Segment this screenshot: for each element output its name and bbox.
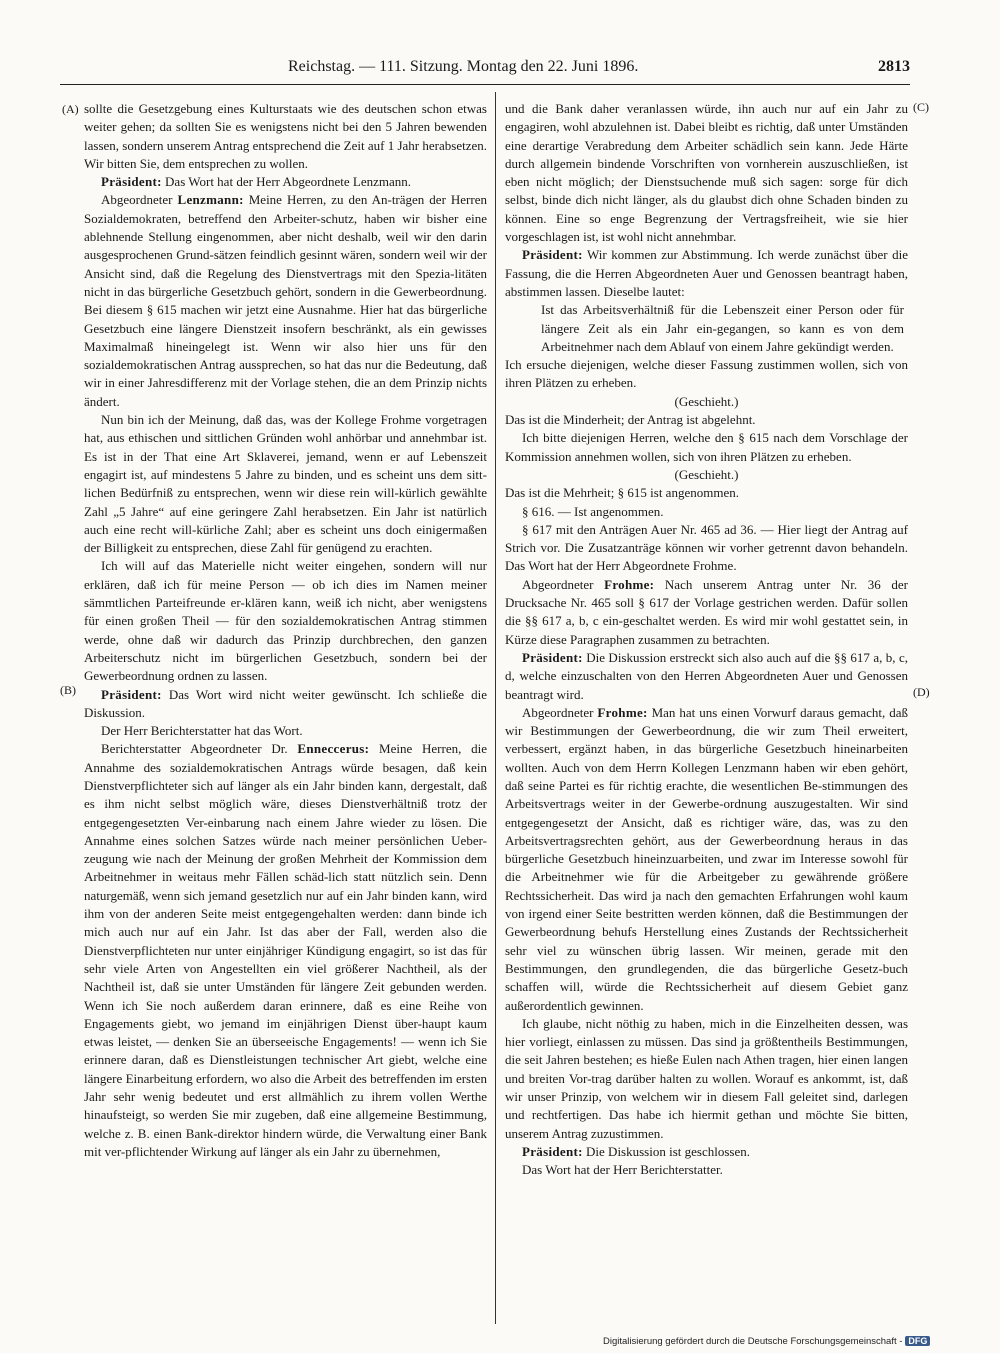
paragraph: Ich will auf das Materielle nicht weiter eingehen, sondern will nur erklären, daß ich für meine Person — ob ich dies im Namen meiner sämmtlichen Parteifreunde er-klären kann, weiß ich nicht, aber wenigstens für einen großen Theil — für den sozialdemokratischen Antrag stimmen werde, ohne daß wir dadurch das Prinzip durchbrechen, den ganzen Arbeiterschutz nicht im bürgerlichen Gesetzbuch, sondern bei der Gewerbeordnung ordnen zu lassen.	[84, 558, 487, 684]
credit-text: Digitalisierung gefördert durch die Deutsche Forschungsgemeinschaft -	[603, 1336, 903, 1347]
speaker-role: Abgeordneter	[522, 576, 605, 592]
page-number: 2813	[878, 58, 910, 75]
page-header	[60, 58, 910, 82]
digitization-credit	[603, 1336, 930, 1350]
paragraph-text: Meine Herren, die Annahme des sozialdemokratischen Antrags würde besagen, daß kein Dienstverpflichteter sich auf länger als ein Jahr binden kann, dergestalt, daß es ihm nicht selbst möglich wäre, dieses Dienstverhältniß trotz der entgegengesetzten Ver-einbarung nach einem Jahre wieder zu lösen. Die Annahme eines solchen Satzes würde nach meiner persönlichen Ueber-zeugung wie nach der Meinung der großen Mehrheit der Kommission dem Arbeitnehmer in weitaus mehr Fällen schäd-lich statt nützlich sein. Denn naturgemäß, wenn sich jemand gesetzlich nur auf ein Jahr binden kann, wird ihm von der anderen Seite meist entgegengehalten werden: dann binde ich mich auch nur auf ein Jahr. Ist das aber der Fall, werden also die Dienstverpflichteten nur unter einjähriger Kündigung engagirt, so ist das für sehr viele Arten von Angestellten ein viel größerer Nachtheil, als der Nachtheil ist, daß sie unter Umständen für längere Zeit gebunden werden. Wenn ich Sie noch außerdem daran erinnere, daß es eine Reihe von Engagements giebt, wo jemand im einjährigen Dienst über-haupt kaum etwas leistet, — denken Sie an überseeische Engagements! — wenn ich Sie erinnere daran, daß es Dienstleistungen technischer Art giebt, welche eine längere Einarbeitung erfordern, wo also die Arbeit des betreffenden im ersten Jahr sehr wenig bedeutet und erst allmählich zu ihrem vollen Werthe hinaufsteigt, so werden Sie mir zugeben, daß eine allgemeine Bestimmung, welche z. B. einen Bank-direktor hindern würde, die Verwaltung einer Bank mit ver-pflichtender Wirkung auf länger als ein Jahr zu übernehmen,	[84, 741, 487, 1159]
running-title: Reichstag. — 111. Sitzung. Montag den 22. Juni 1896.	[288, 58, 639, 75]
paragraph	[84, 740, 487, 1161]
speaker-name: Lenzmann:	[177, 192, 244, 208]
speaker-role: Berichterstatter Abgeordneter Dr.	[101, 741, 298, 757]
paragraph-text: Meine Herren, zu den An-trägen der Herren Sozialdemokraten, betreffend den Arbeiter-schutz, haben wir bisher eine ablehnende Stellung eingenommen, aber nicht deshalb, weil wir den darin ausgesprochenen Grund-sätzen feindlich gesinnt wären, sondern weil wir der Ansicht sind, daß die Regelung des Dienstvertrags mit den Spezia-litäten nicht in das bürgerliche Gesetzbuch gehört, sondern in die Gewerbeordnung. Bei diesem § 615 machen wir jetzt eine Ausnahme. Hier hat das bürgerliche Gesetzbuch eine längere Dienstzeit insofern beschränkt, als ein gewisses Maximalmaß hineingelegt ist. Wenn wir also hier uns für den sozialdemokratischen Antrag aussprechen, so hat das nur die Bedeutung, daß wir in einer Jahresdifferenz mit der Vorlage stehen, die an dem Prinzip nichts ändert.	[84, 192, 487, 409]
speaker-name: Enneccerus:	[297, 741, 370, 757]
dfg-logo-icon: DFG	[905, 1336, 930, 1346]
header-rule	[60, 84, 910, 85]
speaker-name: Frohme:	[597, 704, 648, 720]
paragraph-text: Nach unserem Antrag unter Nr. 36 der Drucksache Nr. 465 soll § 617 der Vorlage gestrichen werden. Dafür sollen die §§ 617 a, b, c ein-geschaltet werden. Es wird mir wohl gestattet sein, in Kürze diese Paragraphen zusammen zu betrachten.	[505, 576, 908, 647]
paragraph-text: Wir kommen zur Abstimmung. Ich werde zunächst über die Fassung, die die Herren Abgeordneten Auer und Genossen beantragt haben, abstimmen lassen. Dieselbe lautet:	[505, 247, 908, 299]
speaker-name: Präsident:	[101, 174, 162, 190]
speaker-name: Frohme:	[604, 576, 655, 592]
paragraph: § 617 mit den Anträgen Auer Nr. 465 ad 36. — Hier liegt der Antrag auf Strich vor. Die Zusatzanträge können wir vorher getrennt davon behandeln. Das Wort hat der Herr Abgeordnete Frohme.	[505, 521, 908, 574]
column-divider	[495, 92, 496, 1324]
speaker-name: Präsident:	[522, 1143, 583, 1159]
paragraph: Das ist die Minderheit; der Antrag ist abgelehnt.	[505, 412, 756, 428]
margin-letter-c: (C)	[913, 100, 929, 114]
left-column	[84, 100, 487, 1161]
speaker-role: Abgeordneter	[101, 192, 178, 208]
speaker-name: Präsident:	[522, 247, 583, 263]
paragraph: Das ist die Mehrheit; § 615 ist angenommen.	[505, 485, 739, 501]
paragraph: Ich ersuche diejenigen, welche dieser Fassung zustimmen wollen, sich von ihren Plätzen zu erheben.	[505, 357, 908, 391]
paragraph	[84, 686, 487, 723]
right-column	[505, 100, 908, 1180]
paragraph-text: Das Wort hat der Herr Abgeordnete Lenzmann.	[161, 174, 412, 190]
paragraph	[505, 246, 908, 301]
paragraph: § 616. — Ist angenommen.	[522, 503, 664, 519]
paragraph	[84, 173, 487, 191]
paragraph-text: Die Diskussion ist geschlossen.	[582, 1143, 750, 1159]
quoted-motion: Ist das Arbeitsverhältniß für die Lebenszeit einer Person oder für längere Zeit als ein Jahr ein-gegangen, so kann es von dem Arbeitnehmer nach dem Ablauf von einem Jahre gekündigt werden.	[541, 302, 904, 354]
margin-letter-a: (A)	[62, 102, 79, 116]
paragraph: und die Bank daher veranlassen würde, ihn auch nur auf ein Jahr zu engagiren, wohl abzulehnen ist. Dabei bleibt es richtig, daß unter Umständen eine derartige Verabredung dem Arbeiter schädlich sein kann. Jede Härte durch allgemein bindende Vorschriften von vornherein auszuschließen, ist eben nicht möglich; der Dienstsuchende muß sich sagen: sorge für dich selbst, binde dich nicht länger, als du glaubst dich ohne Schaden binden zu können. Eine so enge Begrenzung der Vertragsfreiheit, wie sie hier vorgeschlagen ist, ist wohl nicht annehmbar.	[505, 101, 908, 245]
paragraph	[505, 1143, 908, 1161]
paragraph: sollte die Gesetzgebung eines Kulturstaats wie des deutschen schon etwas weiter gehen; da sollten Sie es wenigstens nicht bei den 5 Jahren bewenden lassen, sondern unserem Antrag entsprechend die Zeit auf 1 Jahr herabsetzen. Wir bitten Sie, dem entsprechen zu wollen.	[84, 101, 487, 171]
stage-direction: (Geschieht.)	[674, 393, 739, 409]
paragraph: Das Wort hat der Herr Berichterstatter.	[522, 1162, 723, 1178]
paragraph: Ich glaube, nicht nöthig zu haben, mich in die Einzelheiten dessen, was hier vorliegt, einlassen zu müssen. Das sind ja größtentheils Bestimmungen, die seit Jahren bestehen; es hieße Eulen nach Athen tragen, hier einen langen und breiten Vor-trag darüber halten zu wollen. Worauf es ankommt, ist, daß wir unser Prinzip, von welchem wir in diesem Fall geleitet sind, darlegen und rechtfertigen. Das habe ich hiermit gethan und möchte Sie bitten, unserem Antrag zuzustimmen.	[505, 1015, 908, 1141]
paragraph-text: Man hat uns einen Vorwurf daraus gemacht, daß wir Bestimmungen der Gewerbeordnung, die wir zum Theil erweitert, verbessert, ergänzt haben, in das bürgerliche Gesetzbuch hineinarbeiten wollten. Auch von dem Herrn Kollegen Lenzmann haben wir eben gehört, daß seine Partei es für richtig erachte, die wesentlichen Be-stimmungen des Arbeitsvertrags weiter in der Gewerbe-ordnung auszugestalten. Wir sind entgegengesetzt der Ansicht, daß es richtiger wäre, das, was zu den Arbeitsvertragsrechten gehört, aus der Gewerbeordnung heraus in das bürgerliche Gesetzbuch hineinzuarbeiten, und zwar im Interesse sowohl für die Arbeitnehmer wie für die Arbeitgeber zu gewährende größere Rechtssicherheit. Das wird ja nach den gemachten Erfahrungen wohl kaum von irgend einer Seite bestritten werden können, daß die Bestimmungen der Gewerbeordnung behufs Herstellung eines Zustands der Rechtssicherheit sehr viel zu wünschen übrig lassen. Wir meinen, gerade mit den Bestimmungen, den grundlegenden, die das bürgerliche Gesetz-buch schaffen will, würde die Rechtssicherheit auf diesem Gebiet ganz außerordentlich gewinnen.	[505, 704, 908, 1013]
margin-letter-d: (D)	[913, 685, 930, 699]
paragraph	[84, 191, 487, 411]
paragraph	[505, 576, 908, 649]
paragraph: Der Herr Berichterstatter hat das Wort.	[101, 723, 303, 739]
speaker-name: Präsident:	[522, 649, 583, 665]
paragraph-text: Die Diskussion erstreckt sich also auch auf die §§ 617 a, b, c, d, welche einzuschalten von den Herren Abgeordneten Auer und Genossen beantragt wird.	[505, 649, 908, 702]
margin-letter-b: (B)	[60, 683, 76, 697]
paragraph: Nun bin ich der Meinung, daß das, was der Kollege Frohme vorgetragen hat, aus ethischen und sittlichen Gründen wohl anhörbar und annehmbar ist. Es ist in der That eine Art Sklaverei, jemand, wenn er auf Lebenszeit engagirt ist, auf mindestens 5 Jahre zu binden, und es scheint uns dem sitt-lichen Bedürfniß zu entsprechen, wenn wir diese rein will-kürlich gewählte Zahl „5 Jahre“ auf eine geringere Zahl herabsetzen. Ein Jahr ist natürlich auch eine recht will-kürliche Zahl; aber es scheint uns doch einigermaßen der Billigkeit zu entsprechen, diese Zahl für genügend zu erachten.	[84, 412, 487, 556]
paragraph-text: Das Wort wird nicht weiter gewünscht. Ich schließe die Diskussion.	[84, 686, 487, 720]
speaker-role: Abgeordneter	[522, 704, 598, 720]
speaker-name: Präsident:	[101, 686, 162, 702]
paragraph	[505, 649, 908, 704]
paragraph: Ich bitte diejenigen Herren, welche den § 615 nach dem Vorschlage der Kommission annehmen wollen, sich von ihren Plätzen zu erheben.	[505, 430, 908, 464]
stage-direction: (Geschieht.)	[674, 466, 739, 482]
paragraph	[505, 704, 908, 1015]
